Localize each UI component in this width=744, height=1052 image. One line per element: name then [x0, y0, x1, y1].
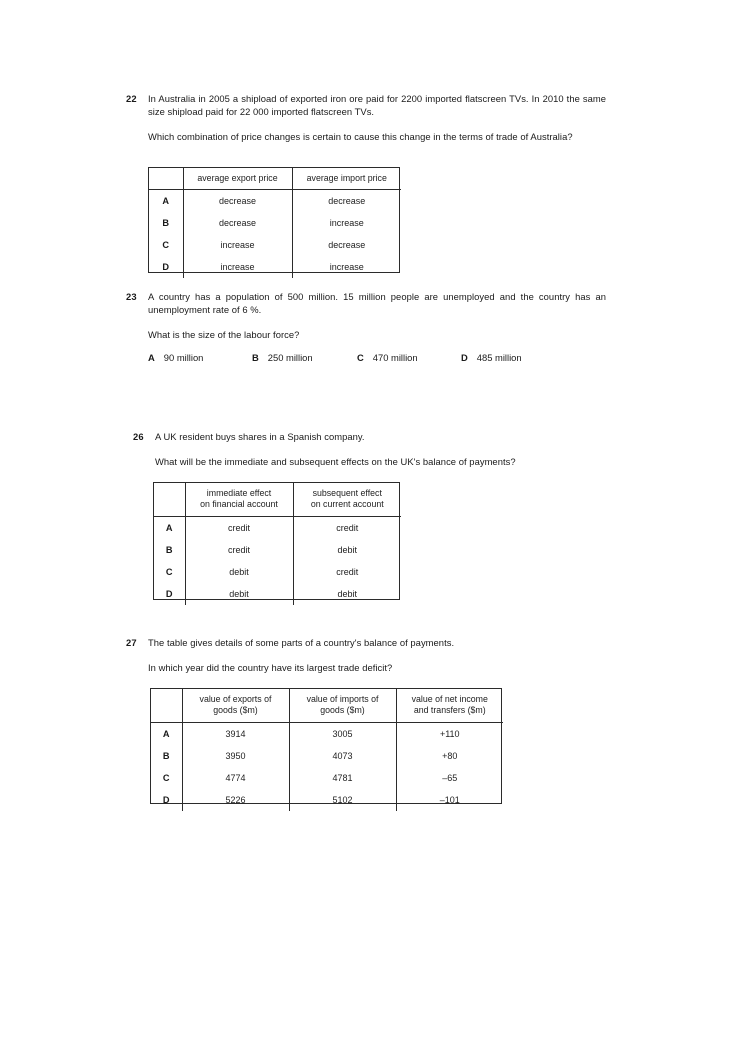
- table-cell: decrease: [292, 234, 401, 256]
- table-cell: 4781: [289, 767, 396, 789]
- option-c[interactable]: [357, 351, 461, 364]
- question-23: [126, 290, 606, 342]
- table-cell: credit: [293, 561, 401, 583]
- table-header-line: subsequent effect: [312, 488, 382, 498]
- option-d-letter: D: [461, 352, 468, 363]
- table-cell: debit: [229, 566, 249, 577]
- question-23-stem: A country has a population of 500 million. 15 million people are unemployed and the country has an unemployment rate of 6 %.: [148, 291, 606, 316]
- table-row: [151, 722, 503, 745]
- question-22: [126, 92, 606, 144]
- table-header-cell: [185, 483, 293, 516]
- table-cell: 4774: [225, 772, 246, 783]
- table-cell: 5102: [289, 789, 396, 811]
- table-cell: –101: [396, 789, 503, 811]
- table-cell: increase: [292, 256, 401, 278]
- table-cell: debit: [229, 588, 249, 599]
- option-d-label: 485 million: [476, 352, 522, 363]
- table-cell: debit: [293, 539, 401, 561]
- question-22-prompt-row: [126, 130, 606, 143]
- table-header-line: value of net income: [411, 694, 488, 704]
- option-letter: C: [154, 561, 185, 583]
- table-corner-cell: [149, 168, 183, 190]
- question-22-table: [148, 167, 400, 273]
- table-header-line: on financial account: [200, 499, 278, 510]
- option-letter: C: [151, 767, 182, 789]
- question-26-stem: A UK resident buys shares in a Spanish company.: [155, 431, 365, 442]
- table-corner-cell: [154, 483, 185, 516]
- option-letter: A: [154, 516, 185, 539]
- question-27-number: 27: [126, 637, 137, 648]
- option-letter: D: [154, 583, 185, 605]
- table-cell: credit: [227, 522, 250, 533]
- option-letter: A: [149, 190, 183, 213]
- table-header-line: goods ($m): [320, 705, 365, 716]
- question-27-prompt-row: [126, 661, 606, 674]
- table-header-line: goods ($m): [213, 705, 258, 716]
- question-26: [133, 430, 608, 468]
- table-row: [154, 539, 401, 561]
- table-header-line: immediate effect: [206, 488, 272, 498]
- table-header-line: and transfers ($m): [413, 705, 486, 716]
- table-row: [149, 190, 401, 213]
- option-letter: B: [149, 212, 183, 234]
- table-row: [151, 745, 503, 767]
- table-cell: 5226: [225, 794, 246, 805]
- table-cell: 3950: [225, 750, 246, 761]
- table-cell: decrease: [218, 196, 257, 207]
- table-header-row: [149, 168, 401, 190]
- table-cell: +80: [396, 745, 503, 767]
- table-header-line: value of imports of: [306, 694, 379, 704]
- table-row: [154, 516, 401, 539]
- table-cell: increase: [220, 262, 255, 273]
- table-cell: debit: [293, 583, 401, 605]
- question-22-stem: In Australia in 2005 a shipload of exported iron ore paid for 2200 imported flatscreen TVs. In 2010 the same size shipload paid for 22 000 imported flatscreen TVs.: [148, 93, 606, 118]
- question-26-table: [153, 482, 400, 600]
- table-cell: increase: [220, 240, 255, 251]
- option-letter: C: [149, 234, 183, 256]
- question-23-options: [148, 351, 568, 364]
- option-letter: A: [151, 722, 182, 745]
- option-letter: B: [154, 539, 185, 561]
- question-27-table: [150, 688, 502, 804]
- question-23-number: 23: [126, 291, 137, 302]
- table-row: [149, 212, 401, 234]
- question-27-stem: The table gives details of some parts of a country's balance of payments.: [148, 637, 455, 648]
- table-cell: decrease: [218, 218, 257, 229]
- question-22-body: [148, 92, 606, 118]
- question-26-number: 26: [133, 431, 144, 442]
- table-header-line: value of exports of: [199, 694, 272, 704]
- option-a-letter: A: [148, 352, 155, 363]
- question-27-prompt: In which year did the country have its largest trade deficit?: [148, 662, 393, 674]
- table-cell: –65: [396, 767, 503, 789]
- option-b[interactable]: [252, 351, 357, 364]
- table-row: [154, 561, 401, 583]
- table-header-cell: [182, 689, 289, 722]
- option-a-label: 90 million: [163, 352, 204, 363]
- table-header-row: [151, 689, 503, 722]
- table-row: [154, 583, 401, 605]
- question-27: [126, 636, 606, 674]
- table-row: [149, 234, 401, 256]
- table-cell: 3005: [289, 722, 396, 745]
- table-header-row: [154, 483, 401, 516]
- option-c-letter: C: [357, 352, 364, 363]
- table-cell: increase: [292, 212, 401, 234]
- option-c-label: 470 million: [372, 352, 418, 363]
- table-header-cell: [289, 689, 396, 722]
- question-23-head: [126, 290, 606, 316]
- table-header-cell: average export price: [183, 168, 292, 190]
- table-corner-cell: [151, 689, 182, 722]
- table-cell: 4073: [289, 745, 396, 767]
- option-a[interactable]: [148, 351, 252, 364]
- question-26-prompt-row: [133, 455, 608, 468]
- table-cell: +110: [396, 722, 503, 745]
- table-cell: credit: [227, 544, 250, 555]
- table-header-cell: average import price: [292, 168, 401, 190]
- question-22-prompt: Which combination of price changes is certain to cause this change in the terms of trade of Australia?: [148, 131, 573, 143]
- table-cell: credit: [293, 516, 401, 539]
- question-22-head: [126, 92, 606, 118]
- table-row: [149, 256, 401, 278]
- question-27-head: [126, 636, 606, 649]
- option-d[interactable]: [461, 351, 522, 364]
- table-row: [151, 767, 503, 789]
- table-header-cell: [396, 689, 503, 722]
- table-header-line: on current account: [310, 499, 384, 510]
- option-letter: B: [151, 745, 182, 767]
- table-cell: decrease: [292, 190, 401, 213]
- option-letter: D: [149, 256, 183, 278]
- option-b-letter: B: [252, 352, 259, 363]
- question-23-prompt-row: [126, 328, 606, 341]
- table-cell: 3914: [225, 728, 246, 739]
- option-letter: D: [151, 789, 182, 811]
- question-26-prompt: What will be the immediate and subsequent effects on the UK's balance of payments?: [155, 456, 516, 468]
- question-22-number: 22: [126, 93, 137, 104]
- table-header-cell: [293, 483, 401, 516]
- option-b-label: 250 million: [267, 352, 313, 363]
- question-26-head: [133, 430, 608, 443]
- table-row: [151, 789, 503, 811]
- question-23-prompt: What is the size of the labour force?: [148, 329, 300, 341]
